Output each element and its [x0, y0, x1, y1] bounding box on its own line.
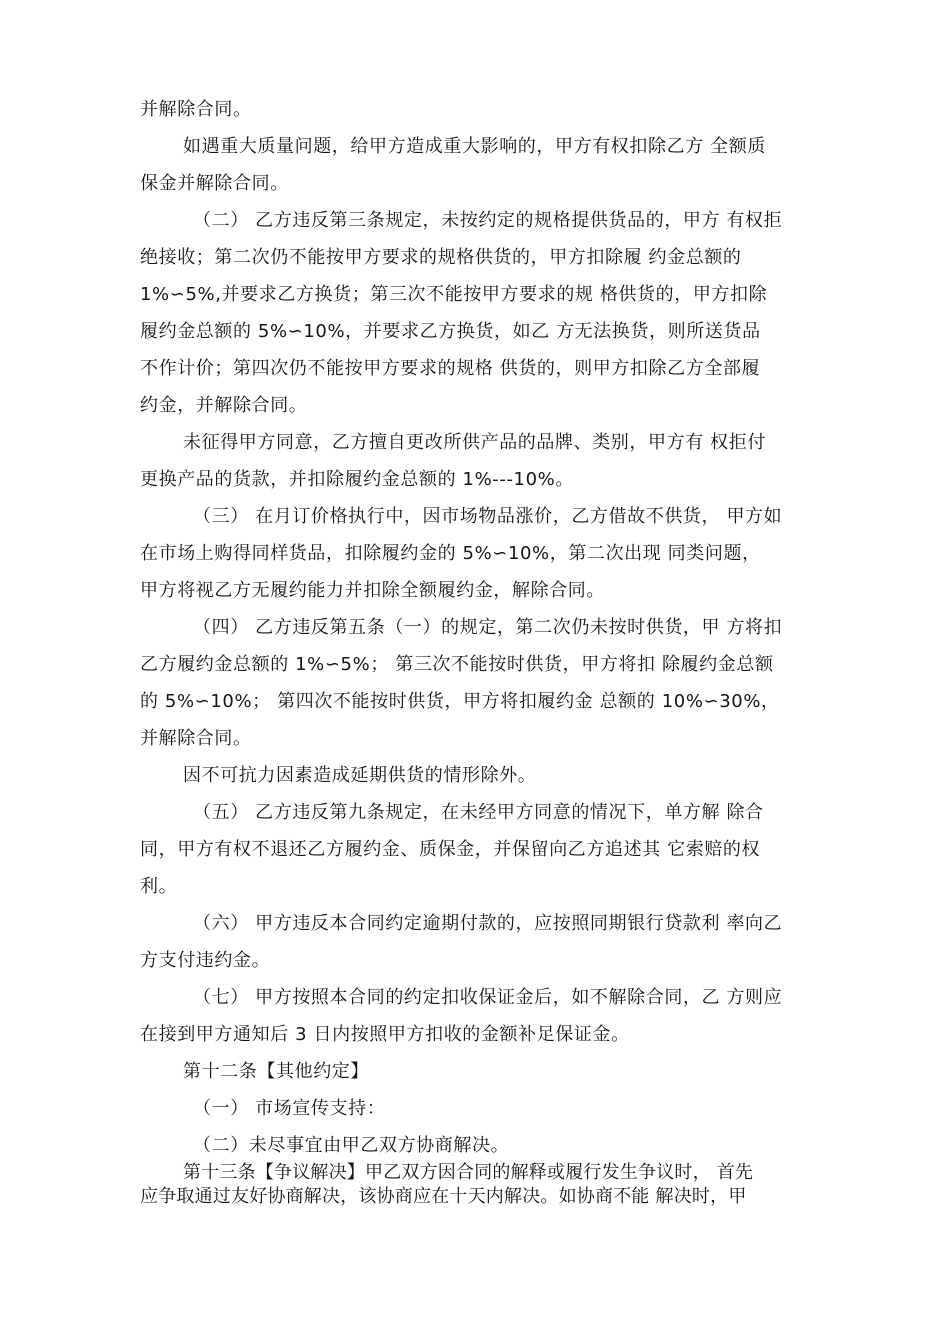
text-line: 在接到甲方通知后 3 日内按照甲方扣收的金额补足保证金。: [140, 1024, 630, 1045]
text-line: 履约金总额的 5%∽10%，并要求乙方换货，如乙 方无法换货，则所送货品: [140, 321, 761, 342]
text-line: 甲方将视乙方无履约能力并扣除全额履约金，解除合同。: [140, 580, 605, 601]
text-line: 方支付违约金。: [140, 950, 271, 971]
text-line: 利。: [140, 876, 178, 897]
text-line: 并解除合同。: [140, 99, 252, 120]
text-line: （六） 甲方违反本合同约定逾期付款的，应按照同期银行贷款利 率向乙: [193, 913, 783, 934]
text-line: 未征得甲方同意，乙方擅自更改所供产品的品牌、类别，甲方有 权拒付: [183, 432, 766, 453]
text-line: 同，甲方有权不退还乙方履约金、质保金，并保留向乙方追述其 它索赔的权: [140, 839, 761, 860]
text-line: （三） 在月订价格执行中，因市场物品涨价，乙方借故不供货， 甲方如: [193, 506, 783, 527]
text-line: 保金并解除合同。: [140, 173, 289, 194]
text-line: 的 5%∽10%； 第四次不能按时供货，甲方将扣履约金 总额的 10%∽30%，: [140, 691, 780, 712]
text-line: （四） 乙方违反第五条（一）的规定，第二次仍未按时供货，甲 方将扣: [193, 617, 783, 638]
text-line: 1%∽5%,并要求乙方换货；第三次不能按甲方要求的规 格供货的，甲方扣除: [140, 284, 768, 305]
text-line: （二）未尽事宜由甲乙双方协商解决。: [193, 1135, 510, 1156]
text-line: 如遇重大质量问题，给甲方造成重大影响的，甲方有权扣除乙方 全额质: [183, 136, 766, 157]
text-line: 绝接收；第二次仍不能按甲方要求的规格供货的，甲方扣除履 约金总额的: [140, 247, 742, 268]
text-line: （五） 乙方违反第九条规定，在未经甲方同意的情况下，单方解 除合: [193, 802, 764, 823]
text-line: 更换产品的货款，并扣除履约金总额的 1%---10%。: [140, 469, 574, 490]
text-line: 不作计价；第四次仍不能按甲方要求的规格 供货的，则甲方扣除乙方全部履: [140, 358, 761, 379]
text-line: （一） 市场宣传支持：: [193, 1098, 386, 1119]
text-line: （二） 乙方违反第三条规定，未按约定的规格提供货品的，甲方 有权拒: [193, 210, 783, 231]
text-line: 应争取通过友好协商解决，该协商应在十天内解决。如协商不能 解决时，甲: [140, 1186, 747, 1207]
text-line: 因不可抗力因素造成延期供货的情形除外。: [183, 765, 537, 786]
section-heading: 第十二条【其他约定】: [183, 1061, 369, 1082]
text-line: 乙方履约金总额的 1%∽5%； 第三次不能按时供货，甲方将扣 除履约金总额: [140, 654, 774, 675]
text-line: （七） 甲方按照本合同的约定扣收保证金后，如不解除合同，乙 方则应: [193, 987, 783, 1008]
text-line: 约金，并解除合同。: [140, 395, 308, 416]
text-line: 在市场上购得同样货品，扣除履约金的 5%∽10%，第二次出现 同类问题，: [140, 543, 761, 564]
section-heading: 第十三条【争议解决】甲乙双方因合同的解释或履行发生争议时， 首先: [183, 1162, 754, 1183]
text-line: 并解除合同。: [140, 728, 252, 749]
